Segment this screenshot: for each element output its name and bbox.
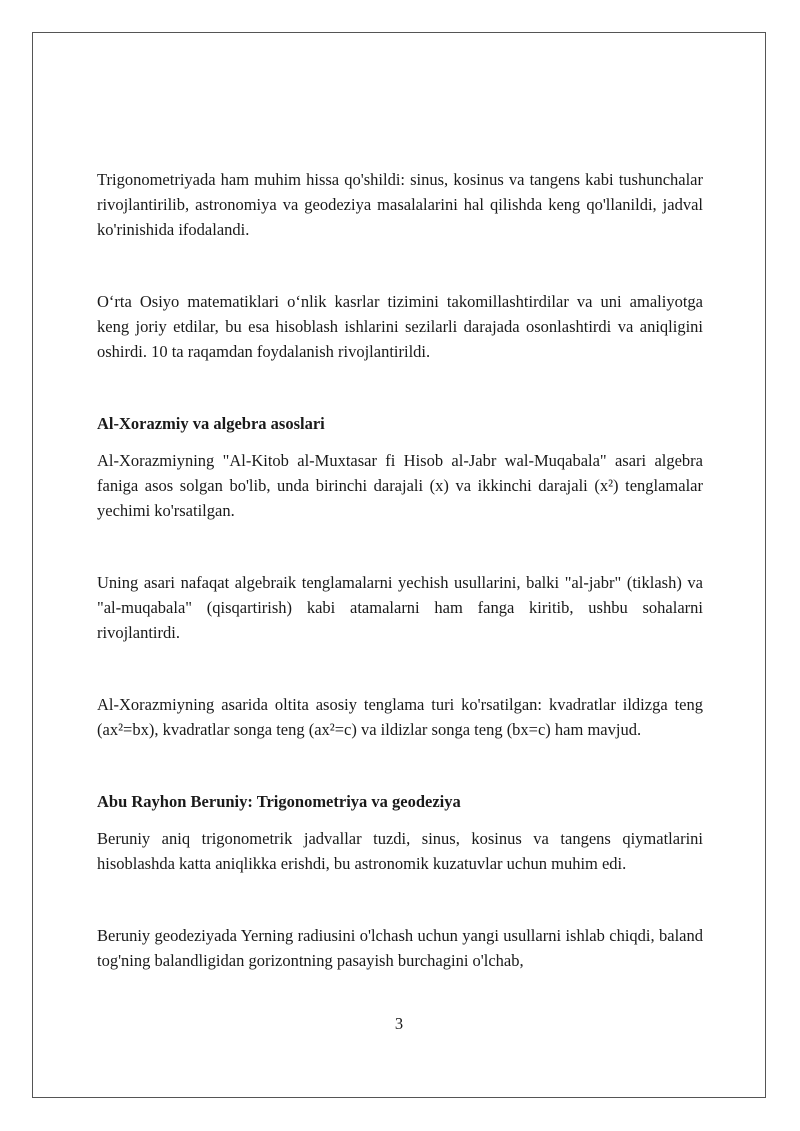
paragraph-al-kitob: Al-Xorazmiyning "Al-Kitob al-Muxtasar fi Hisob al-Jabr wal-Muqabala" asari algebra faniga asos solgan bo'lib, unda birinchi darajali (x) va ikkinchi darajali (x²) tenglamalar yechimi ko'rsatilgan. <box>97 451 703 520</box>
paragraph-decimal-fractions: O‘rta Osiyo matematiklari o‘nlik kasrlar tizimini takomillashtirdilar va uni amaliyotga keng joriy etdilar, bu esa hisoblash ishlarini sezilarli darajada osonlashtirdi va aniqligini oshirdi. 10 ta raqamdan foydalanish rivojlantirildi. <box>97 292 703 361</box>
document-page <box>32 32 766 1098</box>
paragraph-six-equations: Al-Xorazmiyning asarida oltita asosiy tenglama turi ko'rsatilgan: kvadratlar ildizga teng (ax²=bx), kvadratlar songa teng (ax²=c) va ildizlar songa teng (bx=c) ham mavjud. <box>97 695 703 739</box>
paragraph-trigonometry-intro: Trigonometriyada ham muhim hissa qo'shildi: sinus, kosinus va tangens kabi tushunchalar rivojlantirilib, astronomiya va geodeziya masalalarini hal qilishda keng qo'llanildi, jadval ko'rinishida ifodalandi. <box>97 170 703 239</box>
heading-beruniy: Abu Rayhon Beruniy: Trigonometriya va geodeziya <box>97 792 461 811</box>
paragraph-beruniy-tables: Beruniy aniq trigonometrik jadvallar tuzdi, sinus, kosinus va tangens qiymatlarini hisoblashda katta aniqlikka erishdi, bu astronomik kuzatuvlar uchun muhim edi. <box>97 829 703 873</box>
heading-al-xorazmiy: Al-Xorazmiy va algebra asoslari <box>97 414 325 433</box>
paragraph-al-jabr-terms: Uning asari nafaqat algebraik tenglamalarni yechish usullarini, balki "al-jabr" (tiklash) va "al-muqabala" (qisqartirish) kabi atamalarni ham fanga kiritib, ushbu sohalarni rivojlantirdi. <box>97 573 703 642</box>
page-number: 3 <box>394 1014 404 1033</box>
page-content <box>97 167 703 973</box>
paragraph-beruniy-geodesy: Beruniy geodeziyada Yerning radiusini o'lchash uchun yangi usullarni ishlab chiqdi, baland tog'ning balandligidan gorizontning pasayish burchagini o'lchab, <box>97 926 703 970</box>
